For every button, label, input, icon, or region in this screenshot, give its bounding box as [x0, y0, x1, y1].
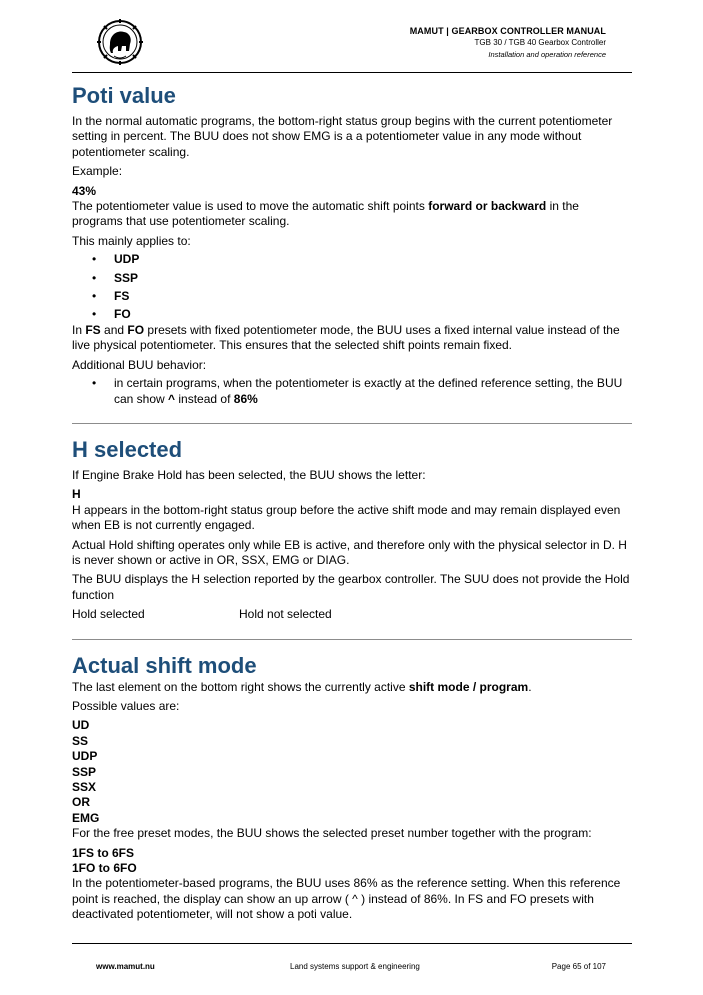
paragraph: This mainly applies to: [72, 233, 191, 248]
paragraph: Additional BUU behavior: [72, 357, 207, 372]
hold-columns [72, 607, 632, 622]
section-heading: H selected [72, 436, 183, 462]
preset-value: 1FO to 6FO [72, 861, 137, 876]
paragraph: In the potentiometer-based programs, the BUU uses 86% as the reference setting. When this reference point is reached, the display can show an up arrow ( ^ ) instead of 86%. In FS and FO presets with deactivated potentiometer, will not show a poti value. [72, 876, 621, 922]
mode-value: UDP [72, 749, 98, 764]
footer-website: www.mamut.nu [96, 962, 155, 971]
hold-selected-label: Hold selected [72, 607, 145, 622]
paragraph: In the normal automatic programs, the bottom-right status group begins with the current potentiometer setting in percent. The BUU does not show EMG is a a potentiometer value in any mode without potentiometer scaling. [72, 114, 613, 159]
hold-not-selected-label: Hold not selected [239, 607, 332, 622]
program-list [72, 252, 632, 323]
preset-value: 1FS to 6FS [72, 845, 135, 860]
section-heading: Actual shift mode [72, 652, 257, 678]
mode-value: SS [72, 733, 89, 748]
list-item: • FO [72, 307, 632, 322]
mode-value: UD [72, 718, 90, 733]
section-poti-value [72, 82, 632, 407]
page-content [72, 82, 632, 923]
example-label: Example: [72, 164, 123, 179]
section-divider [72, 423, 632, 424]
list-item: • SSP [72, 271, 632, 286]
mode-value: OR [72, 795, 90, 810]
behavior-list [72, 376, 632, 407]
manual-subtitle: TGB 30 / TGB 40 Gearbox Controller [474, 38, 606, 47]
mode-values [72, 718, 632, 826]
paragraph: For the free preset modes, the BUU shows the selected preset number together with the program: [72, 826, 592, 841]
mode-value: EMG [72, 810, 100, 825]
example-value: 43% [72, 183, 97, 198]
footer-tagline: Land systems support & engineering [290, 962, 420, 971]
paragraph: H appears in the bottom-right status group before the active shift mode and may remain displayed even when EB is not currently engaged. [72, 502, 621, 533]
mode-value: SSX [72, 780, 97, 794]
mamut-logo [96, 18, 144, 66]
page-header [72, 14, 632, 73]
list-item: • FS [72, 289, 632, 304]
paragraph: Possible values are: [72, 698, 180, 713]
manual-subtitle-2: Installation and operation reference [488, 50, 606, 59]
section-actual-shift-mode [72, 652, 632, 923]
paragraph: The potentiometer value is used to move the automatic shift points forward or backward in the programs that use potentiometer scaling. [72, 199, 579, 229]
paragraph: The BUU displays the H selection reported by the gearbox controller. The SUU does not provide the Hold function [72, 572, 630, 602]
paragraph: If Engine Brake Hold has been selected, the BUU shows the letter: [72, 467, 426, 482]
paragraph: In FS and FO presets with fixed potentiometer mode, the BUU uses a fixed internal value instead of the live physical potentiometer. This ensures that the selected shift points remain fixed. [72, 322, 620, 353]
manual-title: MAMUT | GEARBOX CONTROLLER MANUAL [409, 26, 606, 36]
section-h-selected [72, 436, 632, 623]
list-item: • in certain programs, when the potentiometer is exactly at the defined reference setting, the BUU can show ^ instead of 86% [72, 376, 632, 407]
list-item: • UDP [72, 252, 632, 267]
paragraph: The last element on the bottom right shows the currently active shift mode / program. [72, 679, 532, 694]
mode-value: SSP [72, 764, 97, 779]
header-rule [72, 72, 632, 73]
page-footer [72, 943, 632, 971]
section-heading: Poti value [72, 83, 176, 108]
hold-letter: H [72, 487, 81, 502]
section-divider [72, 639, 632, 640]
footer-page-number: Page 65 of 107 [551, 962, 606, 971]
paragraph: Actual Hold shifting operates only while EB is active, and therefore only with the physical selector in D. H is never shown or active in OR, SSX, EMG or DIAG. [72, 537, 627, 567]
